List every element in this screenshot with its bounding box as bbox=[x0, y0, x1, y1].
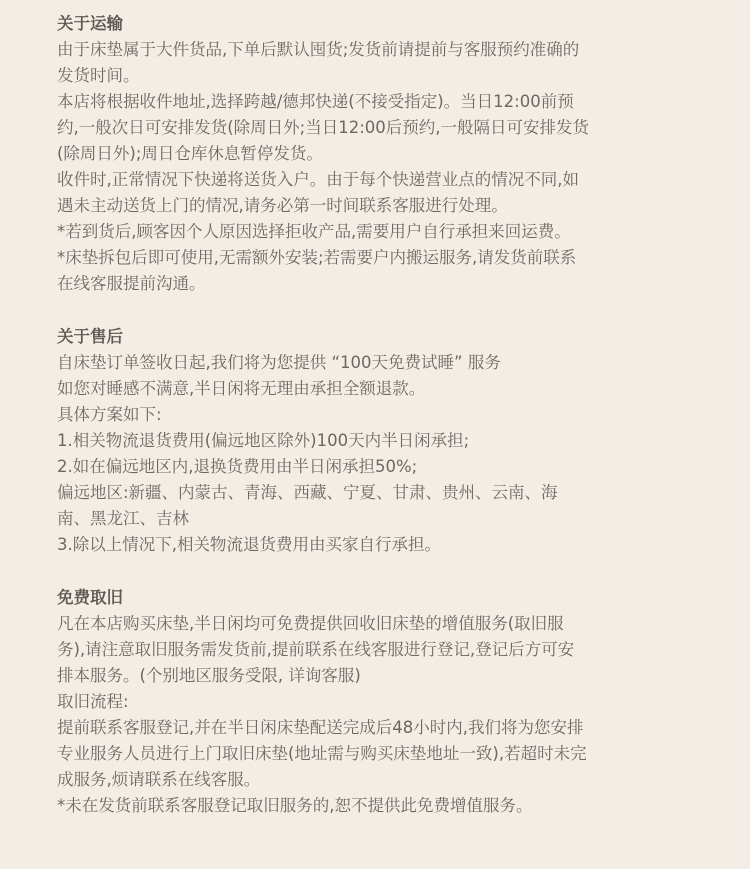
text-line: 如您对睡感不满意,半日闲将无理由承担全额退款。 bbox=[57, 379, 426, 398]
after-sales-paragraph-5 bbox=[57, 454, 710, 480]
text-line: 3.除以上情况下,相关物流退货费用由买家自行承担。 bbox=[57, 535, 441, 554]
pickup-paragraph-4 bbox=[57, 793, 710, 819]
text-line: 2.如在偏远地区内,退换货费用由半日闲承担50%; bbox=[57, 457, 418, 476]
after-sales-paragraph-7 bbox=[57, 532, 710, 558]
pickup-paragraph-2 bbox=[57, 689, 710, 715]
text-line: *若到货后,顾客因个人原因选择拒收产品,需要用户自行承担来回运费。 bbox=[57, 222, 571, 241]
after-sales-paragraph-2 bbox=[57, 376, 710, 402]
after-sales-paragraph-3 bbox=[57, 402, 710, 428]
pickup-paragraph-3 bbox=[57, 715, 710, 793]
text-line: 收件时,正常情况下快递将送货入户。由于每个快递营业点的情况不同,如 bbox=[57, 170, 579, 189]
shipping-paragraph-5 bbox=[57, 245, 710, 297]
text-line: 专业服务人员进行上门取旧床垫(地址需与购买床垫地址一致),若超时未完 bbox=[57, 744, 587, 763]
text-line: 具体方案如下: bbox=[57, 405, 162, 424]
text-line: 取旧流程: bbox=[57, 692, 129, 711]
shipping-paragraph-3 bbox=[57, 167, 710, 219]
after-sales-paragraph-4 bbox=[57, 428, 710, 454]
text-line: 偏远地区:新疆、内蒙古、青海、西藏、宁夏、甘肃、贵州、云南、海 bbox=[57, 483, 558, 502]
shipping-paragraph-4 bbox=[57, 219, 710, 245]
text-line: 自床垫订单签收日起,我们将为您提供 “100天免费试睡” 服务 bbox=[57, 353, 501, 372]
text-line: 遇未主动送货上门的情况,请务必第一时间联系客服进行处理。 bbox=[57, 196, 508, 215]
section-old-mattress-pickup bbox=[57, 585, 710, 819]
pickup-paragraph-1 bbox=[57, 611, 710, 689]
text-line: 排本服务。(个别地区服务受限, 详询客服) bbox=[57, 666, 361, 685]
text-line: *床垫拆包后即可使用,无需额外安装;若需要户内搬运服务,请发货前联系 bbox=[57, 248, 577, 267]
text-line: 在线客服提前沟通。 bbox=[57, 274, 206, 293]
text-line: 凡在本店购买床垫,半日闲均可免费提供回收旧床垫的增值服务(取旧服 bbox=[57, 614, 564, 633]
section-title-shipping: 关于运输 bbox=[57, 14, 123, 33]
text-line: 提前联系客服登记,并在半日闲床垫配送完成后48小时内,我们将为您安排 bbox=[57, 718, 584, 737]
text-line: 由于床垫属于大件货品,下单后默认囤货;发货前请提前与客服预约准确的 bbox=[57, 40, 580, 59]
after-sales-paragraph-6 bbox=[57, 480, 710, 532]
section-after-sales bbox=[57, 324, 710, 558]
shipping-paragraph-1 bbox=[57, 37, 710, 89]
section-title-old-mattress-pickup: 免费取旧 bbox=[57, 588, 123, 607]
text-line: 约,一般次日可安排发货(除周日外;当日12:00后预约,一般隔日可安排发货 bbox=[57, 118, 590, 137]
text-line: 发货时间。 bbox=[57, 66, 140, 85]
text-line: 本店将根据收件地址,选择跨越/德邦快递(不接受指定)。当日12:00前预 bbox=[57, 92, 574, 111]
shipping-paragraph-2 bbox=[57, 89, 710, 167]
text-line: *未在发货前联系客服登记取旧服务的,恕不提供此免费增值服务。 bbox=[57, 796, 533, 815]
text-line: 南、黑龙江、吉林 bbox=[57, 509, 189, 528]
section-title-after-sales: 关于售后 bbox=[57, 327, 123, 346]
section-shipping bbox=[57, 11, 710, 297]
text-line: (除周日外);周日仓库休息暂停发货。 bbox=[57, 144, 323, 163]
text-line: 务),请注意取旧服务需发货前,提前联系在线客服进行登记,登记后方可安 bbox=[57, 640, 575, 659]
text-line: 1.相关物流退货费用(偏远地区除外)100天内半日闲承担; bbox=[57, 431, 470, 450]
after-sales-paragraph-1 bbox=[57, 350, 710, 376]
text-line: 成服务,烦请联系在线客服。 bbox=[57, 770, 261, 789]
